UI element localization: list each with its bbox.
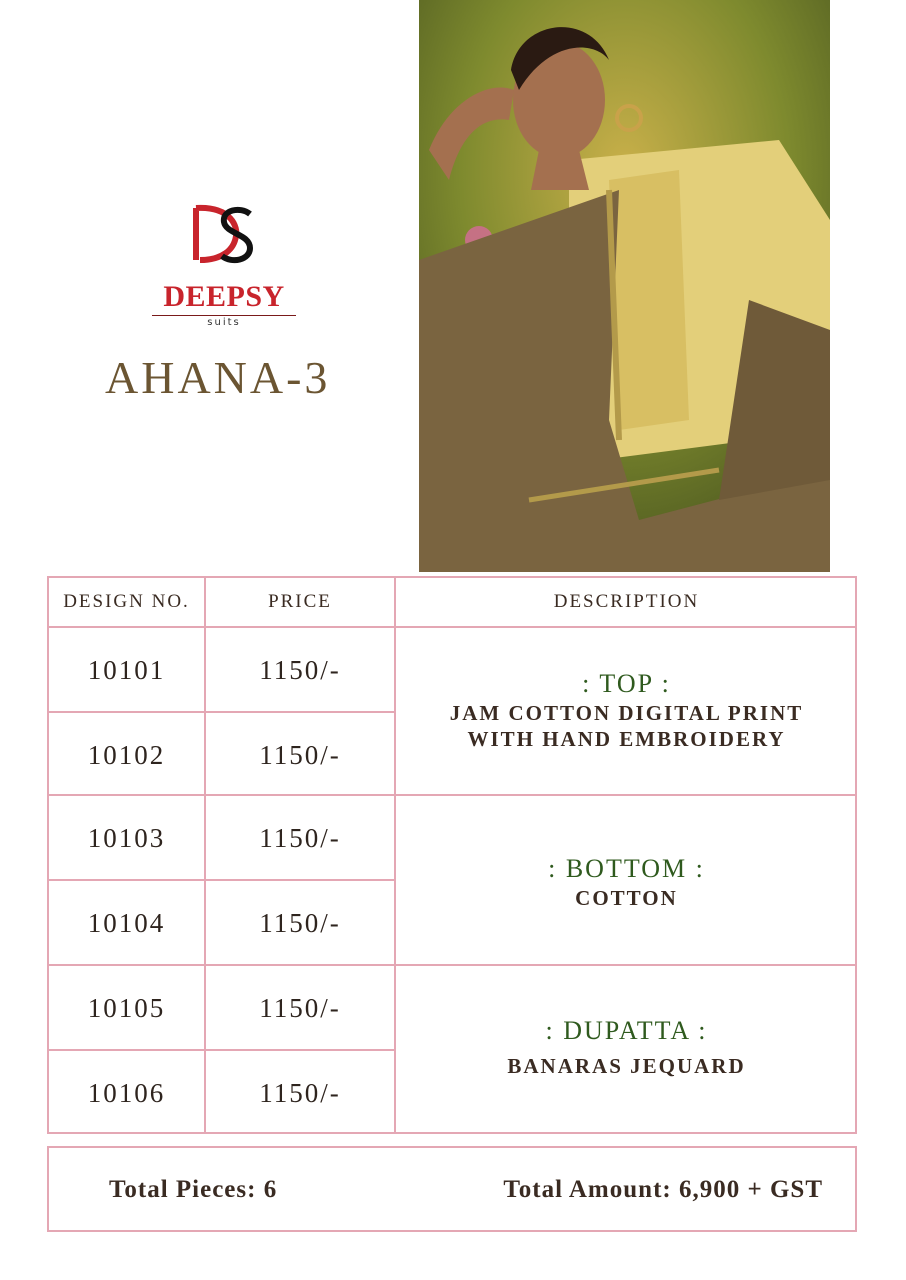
price: 1150/- (259, 740, 341, 770)
brand-name: DEEPSY (163, 280, 285, 313)
design-number: 10103 (87, 823, 166, 853)
description-title: : BOTTOM : (548, 854, 705, 883)
description-top (396, 668, 857, 752)
description-line: JAM COTTON DIGITAL PRINT (449, 701, 804, 725)
price: 1150/- (259, 1078, 341, 1108)
model-photo-illustration (419, 0, 830, 572)
total-amount: Total Amount: 6,900 + GST (503, 1176, 823, 1203)
model-photo (419, 0, 830, 572)
header-design-no: DESIGN NO. (63, 591, 190, 612)
design-number: 10104 (87, 908, 166, 938)
description-bottom (396, 853, 857, 911)
ds-monogram-icon (192, 204, 256, 264)
description-dupatta (396, 1015, 857, 1079)
collection-title: AHANA-3 (105, 352, 331, 403)
design-number: 10106 (87, 1078, 166, 1108)
price: 1150/- (259, 823, 341, 853)
header-description: DESCRIPTION (553, 591, 700, 612)
description-line: BANARAS JEQUARD (507, 1054, 746, 1078)
design-number: 10105 (87, 993, 166, 1023)
design-number: 10102 (87, 740, 166, 770)
description-title: : DUPATTA : (545, 1016, 708, 1045)
price: 1150/- (259, 993, 341, 1023)
totals-bar (47, 1146, 857, 1232)
total-pieces: Total Pieces: 6 (109, 1176, 278, 1203)
design-price-table (47, 576, 857, 1134)
price: 1150/- (259, 908, 341, 938)
description-line: WITH HAND EMBROIDERY (467, 727, 786, 751)
price: 1150/- (259, 655, 341, 685)
brand-subtitle: suits (207, 317, 241, 328)
description-title: : TOP : (582, 669, 671, 698)
design-number: 10101 (87, 655, 166, 685)
description-line: COTTON (575, 886, 678, 910)
brand-logo (148, 200, 300, 334)
header-price: PRICE (268, 591, 332, 612)
brand-divider (152, 315, 296, 316)
